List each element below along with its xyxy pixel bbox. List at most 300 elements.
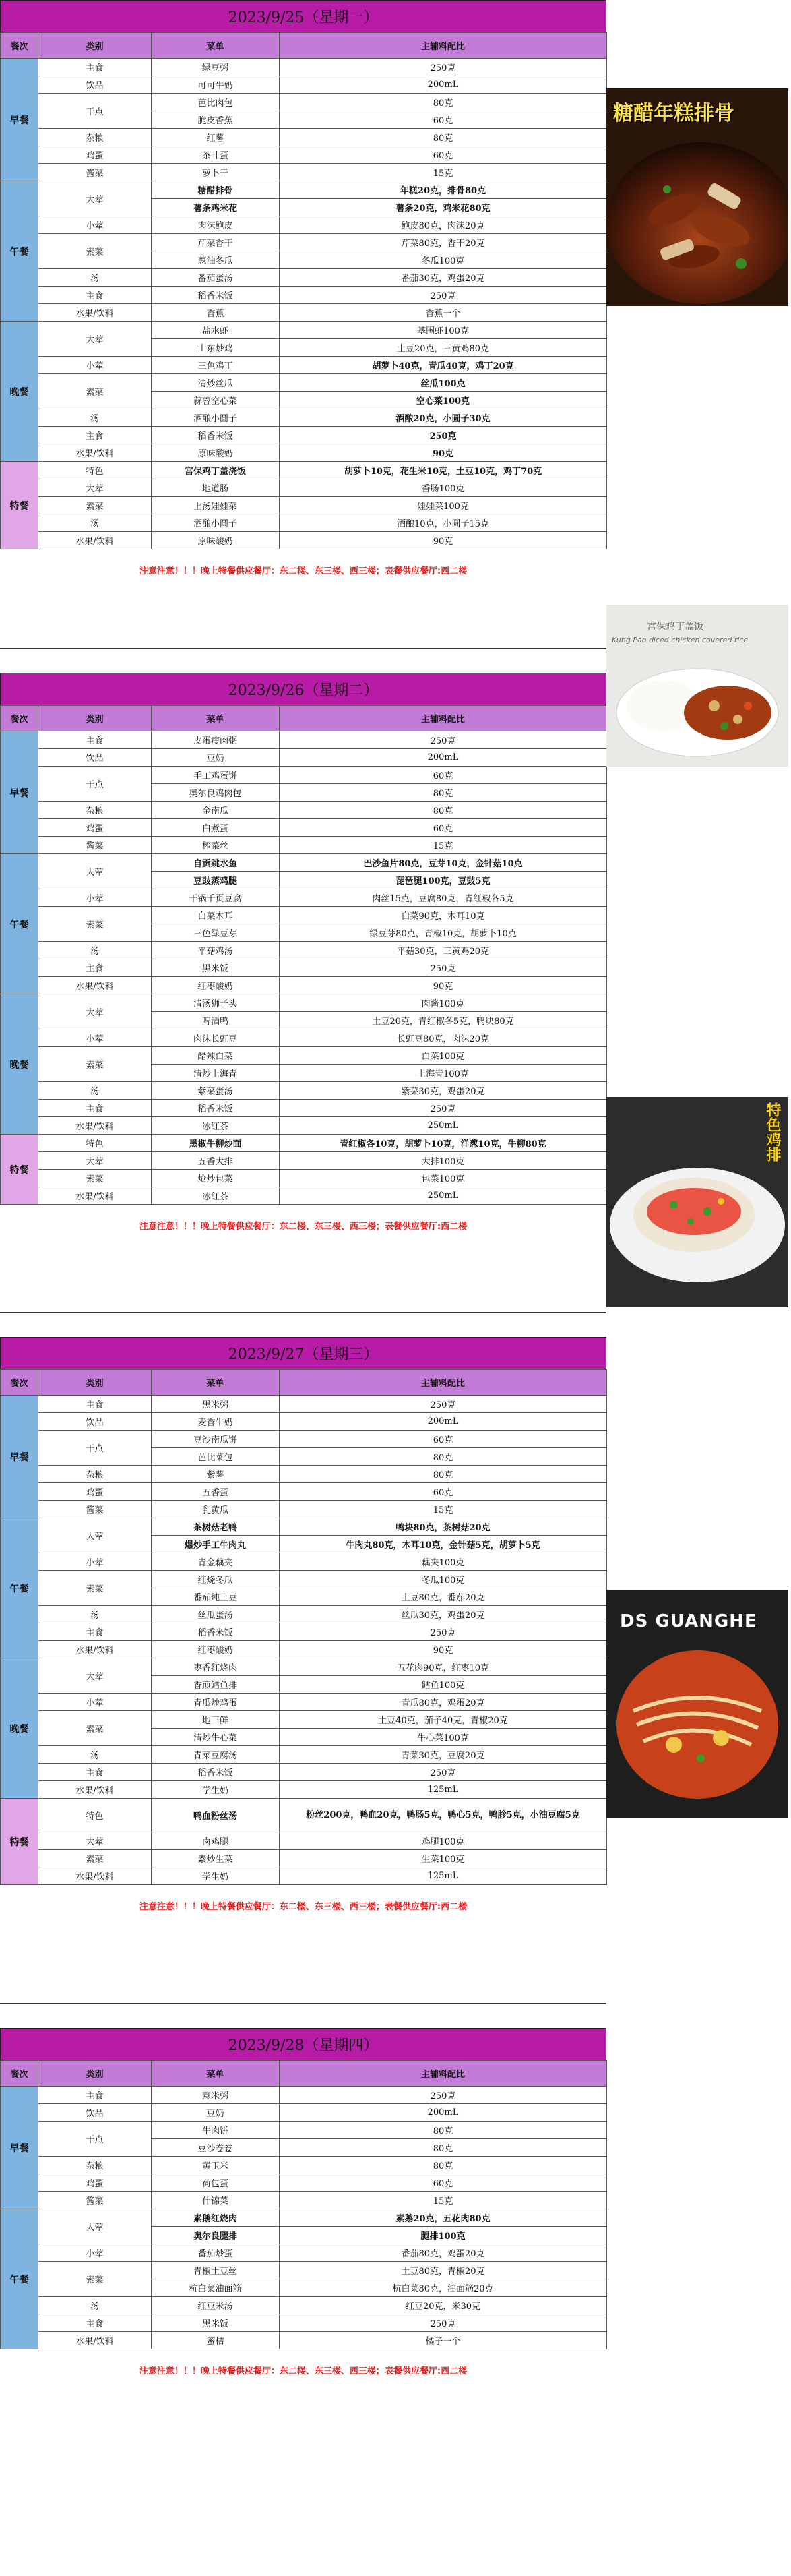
section-divider xyxy=(0,1312,606,1313)
food-image-label: 特色鸡排 xyxy=(764,1102,781,1162)
dish-cell: 红烧冬瓜 xyxy=(152,1571,280,1588)
ingredient-cell: 90克 xyxy=(280,532,607,549)
dish-cell: 白煮蛋 xyxy=(152,819,280,837)
dish-cell: 稻香米饭 xyxy=(152,1100,280,1117)
day-title: 2023/9/27（星期三） xyxy=(0,1337,606,1369)
category-cell: 汤 xyxy=(38,409,152,427)
table-row xyxy=(1,2174,607,2192)
ingredient-cell: 酒酿20克，小圆子30克 xyxy=(280,409,607,427)
category-cell: 主食 xyxy=(38,1100,152,1117)
table-row xyxy=(1,819,607,837)
table-row xyxy=(1,1623,607,1641)
ingredient-cell: 60克 xyxy=(280,1431,607,1448)
category-cell: 小荤 xyxy=(38,1029,152,1047)
ingredient-cell: 80克 xyxy=(280,784,607,802)
dish-cell: 杭白菜油面筋 xyxy=(152,2279,280,2297)
ingredient-cell: 60克 xyxy=(280,146,607,164)
table-header-row xyxy=(1,33,607,59)
ingredient-cell: 薯条20克，鸡米花80克 xyxy=(280,199,607,216)
dish-cell: 乳黄瓜 xyxy=(152,1501,280,1518)
ingredient-cell: 绿豆芽80克，青椒10克，胡萝卜10克 xyxy=(280,924,607,942)
dish-cell: 黑米饭 xyxy=(152,959,280,977)
dish-cell: 五香大排 xyxy=(152,1152,280,1170)
ingredient-cell: 冬瓜100克 xyxy=(280,1571,607,1588)
category-cell: 水果/饮料 xyxy=(38,977,152,994)
category-cell: 水果/饮料 xyxy=(38,444,152,462)
ingredient-cell: 250克 xyxy=(280,2087,607,2104)
table-row xyxy=(1,1518,607,1536)
dish-cell: 稻香米饭 xyxy=(152,287,280,304)
table-row xyxy=(1,2122,607,2139)
meal-label: 午餐 xyxy=(1,181,38,322)
ingredient-cell: 土豆20克，三黄鸡80克 xyxy=(280,339,607,357)
category-cell: 主食 xyxy=(38,287,152,304)
dish-cell: 紫菜蛋汤 xyxy=(152,1082,280,1100)
ingredient-cell: 青瓜80克，鸡蛋20克 xyxy=(280,1694,607,1711)
ingredient-cell: 番茄30克，鸡蛋20克 xyxy=(280,269,607,287)
dish-cell: 冰红茶 xyxy=(152,1117,280,1135)
table-row xyxy=(1,942,607,959)
category-cell: 水果/饮料 xyxy=(38,1187,152,1205)
table-row xyxy=(1,994,607,1012)
dish-cell: 薏米粥 xyxy=(152,2087,280,2104)
dish-cell: 三色绿豆芽 xyxy=(152,924,280,942)
dish-cell: 炝炒包菜 xyxy=(152,1170,280,1187)
ingredient-cell: 上海青100克 xyxy=(280,1065,607,1082)
ingredient-cell: 200mL xyxy=(280,2104,607,2122)
table-row xyxy=(1,1799,607,1832)
dish-cell: 番茄炒蛋 xyxy=(152,2244,280,2262)
dish-cell: 榨菜丝 xyxy=(152,837,280,854)
table-row xyxy=(1,444,607,462)
category-cell: 水果/饮料 xyxy=(38,304,152,322)
table-row xyxy=(1,479,607,497)
dish-cell: 山东炒鸡 xyxy=(152,339,280,357)
category-cell: 素菜 xyxy=(38,234,152,269)
dish-cell: 红枣酸奶 xyxy=(152,1641,280,1658)
ingredient-cell: 生菜100克 xyxy=(280,1850,607,1867)
category-cell: 汤 xyxy=(38,1746,152,1764)
category-cell: 主食 xyxy=(38,59,152,76)
table-row xyxy=(1,749,607,767)
ingredient-cell: 平菇30克，三黄鸡20克 xyxy=(280,942,607,959)
category-cell: 汤 xyxy=(38,269,152,287)
ingredient-cell: 牛心菜100克 xyxy=(280,1729,607,1746)
category-cell: 酱菜 xyxy=(38,2192,152,2209)
meal-label: 午餐 xyxy=(1,2209,38,2349)
dish-cell: 红豆米汤 xyxy=(152,2297,280,2314)
dish-cell: 芹菜香干 xyxy=(152,234,280,251)
category-cell: 水果/饮料 xyxy=(38,1641,152,1658)
ingredient-cell: 琵琶腿100克，豆豉5克 xyxy=(280,872,607,889)
table-row xyxy=(1,181,607,199)
dish-cell: 芭比菜包 xyxy=(152,1448,280,1466)
meal-label: 特餐 xyxy=(1,1135,38,1205)
ingredient-cell: 橘子一个 xyxy=(280,2332,607,2349)
ingredient-cell: 香肠100克 xyxy=(280,479,607,497)
category-cell: 酱菜 xyxy=(38,837,152,854)
category-cell: 杂粮 xyxy=(38,802,152,819)
category-cell: 小荤 xyxy=(38,357,152,374)
category-cell: 主食 xyxy=(38,1623,152,1641)
dish-cell: 素炒生菜 xyxy=(152,1850,280,1867)
category-cell: 大荤 xyxy=(38,1518,152,1553)
dish-cell: 脆皮香蕉 xyxy=(152,111,280,129)
category-cell: 干点 xyxy=(38,2122,152,2157)
dish-cell: 紫薯 xyxy=(152,1466,280,1483)
dish-cell: 爆炒手工牛肉丸 xyxy=(152,1536,280,1553)
table-row xyxy=(1,59,607,76)
ingredient-cell: 粉丝200克，鸭血20克，鸭肠5克，鸭心5克，鸭胗5克，小油豆腐5克 xyxy=(280,1799,607,1832)
food-image-subtitle: Kung Pao diced chicken covered rice xyxy=(612,636,749,645)
ingredient-cell: 香蕉一个 xyxy=(280,304,607,322)
ingredient-cell: 土豆80克，青椒20克 xyxy=(280,2262,607,2279)
category-cell: 酱菜 xyxy=(38,1501,152,1518)
ingredient-cell: 土豆20克，青红椒各5克，鸭块80克 xyxy=(280,1012,607,1029)
category-cell: 素菜 xyxy=(38,1850,152,1867)
dish-cell: 番茄炖土豆 xyxy=(152,1588,280,1606)
table-row xyxy=(1,1187,607,1205)
category-cell: 酱菜 xyxy=(38,164,152,181)
ingredient-cell: 番茄80克，鸡蛋20克 xyxy=(280,2244,607,2262)
ingredient-cell: 酒酿10克，小圆子15克 xyxy=(280,514,607,532)
dish-cell: 原味酸奶 xyxy=(152,532,280,549)
day-menu xyxy=(0,673,606,1245)
table-row xyxy=(1,1466,607,1483)
ingredient-cell: 80克 xyxy=(280,1466,607,1483)
dish-cell: 卤鸡腿 xyxy=(152,1832,280,1850)
category-cell: 鸡蛋 xyxy=(38,1483,152,1501)
ingredient-cell: 200mL xyxy=(280,749,607,767)
dish-cell: 五香蛋 xyxy=(152,1483,280,1501)
dish-cell: 黑米饭 xyxy=(152,2314,280,2332)
table-row xyxy=(1,1694,607,1711)
table-row xyxy=(1,837,607,854)
ingredient-cell: 腿排100克 xyxy=(280,2227,607,2244)
menu-table xyxy=(0,32,607,549)
header-ingredient: 主辅料配比 xyxy=(280,2061,607,2087)
dish-cell: 蒜蓉空心菜 xyxy=(152,392,280,409)
category-cell: 汤 xyxy=(38,942,152,959)
dish-cell: 黑椒牛柳炒面 xyxy=(152,1135,280,1152)
header-meal: 餐次 xyxy=(1,706,38,731)
category-cell: 干点 xyxy=(38,767,152,802)
header-category: 类别 xyxy=(38,2061,152,2087)
table-row xyxy=(1,532,607,549)
ingredient-cell: 五花肉90克，红枣10克 xyxy=(280,1658,607,1676)
dish-cell: 地道肠 xyxy=(152,479,280,497)
table-row xyxy=(1,409,607,427)
ingredient-cell: 紫菜30克，鸡蛋20克 xyxy=(280,1082,607,1100)
meal-label: 午餐 xyxy=(1,854,38,994)
ingredient-cell: 白菜90克，木耳10克 xyxy=(280,907,607,924)
menu-table xyxy=(0,1369,607,1885)
dish-cell: 肉沫鲍皮 xyxy=(152,216,280,234)
table-row xyxy=(1,959,607,977)
header-dish: 菜单 xyxy=(152,706,280,731)
category-cell: 素菜 xyxy=(38,1047,152,1082)
ingredient-cell: 胡萝卜10克，花生米10克，土豆10克，鸡丁70克 xyxy=(280,462,607,479)
ingredient-cell: 250mL xyxy=(280,1187,607,1205)
dish-cell: 地三鲜 xyxy=(152,1711,280,1729)
ingredient-cell: 土豆40克，茄子40克，青椒20克 xyxy=(280,1711,607,1729)
category-cell: 主食 xyxy=(38,427,152,444)
dish-cell: 奥尔良腿排 xyxy=(152,2227,280,2244)
day-menu xyxy=(0,0,606,590)
header-ingredient: 主辅料配比 xyxy=(280,33,607,59)
table-row xyxy=(1,1483,607,1501)
ingredient-cell: 白菜100克 xyxy=(280,1047,607,1065)
table-row xyxy=(1,129,607,146)
dish-cell: 自贡跳水鱼 xyxy=(152,854,280,872)
table-row xyxy=(1,1764,607,1781)
category-cell: 特色 xyxy=(38,1799,152,1832)
dish-cell: 三色鸡丁 xyxy=(152,357,280,374)
ingredient-cell: 鸡腿100克 xyxy=(280,1832,607,1850)
ingredient-cell: 牛肉丸80克，木耳10克，金针菇5克，胡萝卜5克 xyxy=(280,1536,607,1553)
table-row xyxy=(1,1867,607,1885)
dish-cell: 金南瓜 xyxy=(152,802,280,819)
ingredient-cell: 250克 xyxy=(280,1396,607,1413)
dish-cell: 葱油冬瓜 xyxy=(152,251,280,269)
table-row xyxy=(1,2209,607,2227)
table-row xyxy=(1,1135,607,1152)
category-cell: 鸡蛋 xyxy=(38,819,152,837)
dish-cell: 稻香米饭 xyxy=(152,1764,280,1781)
category-cell: 特色 xyxy=(38,462,152,479)
ingredient-cell: 60克 xyxy=(280,767,607,784)
dish-cell: 清炒牛心菜 xyxy=(152,1729,280,1746)
meal-label: 晚餐 xyxy=(1,1658,38,1799)
ingredient-cell: 250克 xyxy=(280,731,607,749)
dish-cell: 干锅千页豆腐 xyxy=(152,889,280,907)
table-row xyxy=(1,1047,607,1065)
category-cell: 小荤 xyxy=(38,889,152,907)
category-cell: 杂粮 xyxy=(38,2157,152,2174)
category-cell: 饮品 xyxy=(38,2104,152,2122)
ingredient-cell: 250克 xyxy=(280,287,607,304)
ingredient-cell: 80克 xyxy=(280,2157,607,2174)
dish-cell: 奥尔良鸡肉包 xyxy=(152,784,280,802)
category-cell: 小荤 xyxy=(38,1553,152,1571)
dish-cell: 芭比肉包 xyxy=(152,94,280,111)
ingredient-cell: 60克 xyxy=(280,111,607,129)
table-row xyxy=(1,802,607,819)
ingredient-cell: 15克 xyxy=(280,2192,607,2209)
food-image-sweet-sour-ribs xyxy=(606,88,788,306)
day-title: 2023/9/25（星期一） xyxy=(0,0,606,32)
table-header-row xyxy=(1,706,607,731)
menu-table xyxy=(0,2060,607,2349)
ingredient-cell: 基围虾100克 xyxy=(280,322,607,339)
dish-cell: 清炒丝瓜 xyxy=(152,374,280,392)
table-row xyxy=(1,907,607,924)
table-row xyxy=(1,1029,607,1047)
meal-label: 早餐 xyxy=(1,2087,38,2209)
category-cell: 主食 xyxy=(38,1764,152,1781)
header-meal: 餐次 xyxy=(1,1370,38,1396)
table-row xyxy=(1,2157,607,2174)
category-cell: 大荤 xyxy=(38,479,152,497)
ingredient-cell: 250克 xyxy=(280,959,607,977)
day-title: 2023/9/28（星期四） xyxy=(0,2028,606,2060)
category-cell: 大荤 xyxy=(38,322,152,357)
category-cell: 干点 xyxy=(38,1431,152,1466)
ingredient-cell: 250克 xyxy=(280,2314,607,2332)
dish-cell: 萝卜干 xyxy=(152,164,280,181)
ingredient-cell: 鳕鱼100克 xyxy=(280,1676,607,1694)
category-cell: 大荤 xyxy=(38,181,152,216)
food-image-chicken-platter xyxy=(606,1097,788,1307)
dish-cell: 上汤娃娃菜 xyxy=(152,497,280,514)
notice-text: 注意注意！！！晚上特餐供应餐厅：东二楼、东三楼、西三楼；表餐供应餐厅:西二楼 xyxy=(139,1901,468,1912)
ingredient-cell: 大排100克 xyxy=(280,1152,607,1170)
category-cell: 饮品 xyxy=(38,1413,152,1431)
dish-cell: 盐水虾 xyxy=(152,322,280,339)
ingredient-cell: 丝瓜30克，鸡蛋20克 xyxy=(280,1606,607,1623)
dish-cell: 什锦菜 xyxy=(152,2192,280,2209)
dish-cell: 手工鸡蛋饼 xyxy=(152,767,280,784)
table-row xyxy=(1,1501,607,1518)
category-cell: 水果/饮料 xyxy=(38,2332,152,2349)
category-cell: 杂粮 xyxy=(38,1466,152,1483)
ingredient-cell: 250克 xyxy=(280,1764,607,1781)
table-row xyxy=(1,269,607,287)
dish-cell: 肉沫长豇豆 xyxy=(152,1029,280,1047)
category-cell: 素菜 xyxy=(38,1571,152,1606)
meal-label: 特餐 xyxy=(1,1799,38,1885)
dish-cell: 青金藕夹 xyxy=(152,1553,280,1571)
ingredient-cell: 红豆20克，米30克 xyxy=(280,2297,607,2314)
ingredient-cell: 125mL xyxy=(280,1781,607,1799)
table-row xyxy=(1,1117,607,1135)
table-row xyxy=(1,322,607,339)
dish-cell: 青菜豆腐汤 xyxy=(152,1746,280,1764)
dish-cell: 啤酒鸭 xyxy=(152,1012,280,1029)
ingredient-cell: 肉丝15克，豆腐80克，青红椒各5克 xyxy=(280,889,607,907)
header-ingredient: 主辅料配比 xyxy=(280,706,607,731)
food-image-noodle-bowl xyxy=(606,1590,788,1818)
table-row xyxy=(1,2262,607,2279)
dish-cell: 丝瓜蛋汤 xyxy=(152,1606,280,1623)
dish-cell: 茶树菇老鸭 xyxy=(152,1518,280,1536)
table-row xyxy=(1,357,607,374)
meal-label: 早餐 xyxy=(1,731,38,854)
dish-cell: 荷包蛋 xyxy=(152,2174,280,2192)
table-row xyxy=(1,2314,607,2332)
category-cell: 素菜 xyxy=(38,374,152,409)
ingredient-cell: 巴沙鱼片80克，豆芽10克，金针菇10克 xyxy=(280,854,607,872)
table-row xyxy=(1,1396,607,1413)
dish-cell: 酒酿小圆子 xyxy=(152,409,280,427)
food-image-brand: DS GUANGHE xyxy=(620,1611,757,1631)
ingredient-cell: 80克 xyxy=(280,2122,607,2139)
ingredient-cell: 15克 xyxy=(280,1501,607,1518)
category-cell: 汤 xyxy=(38,1082,152,1100)
category-cell: 主食 xyxy=(38,2314,152,2332)
category-cell: 汤 xyxy=(38,2297,152,2314)
category-cell: 素菜 xyxy=(38,2262,152,2297)
category-cell: 素菜 xyxy=(38,1711,152,1746)
dish-cell: 稻香米饭 xyxy=(152,1623,280,1641)
ingredient-cell: 青菜30克，豆腐20克 xyxy=(280,1746,607,1764)
header-meal: 餐次 xyxy=(1,33,38,59)
dish-cell: 黄玉米 xyxy=(152,2157,280,2174)
category-cell: 大荤 xyxy=(38,1152,152,1170)
ingredient-cell: 鲍皮80克，肉沫20克 xyxy=(280,216,607,234)
ingredient-cell: 土豆80克，番茄20克 xyxy=(280,1588,607,1606)
category-cell: 特色 xyxy=(38,1135,152,1152)
ingredient-cell: 胡萝卜40克，青瓜40克，鸡丁20克 xyxy=(280,357,607,374)
food-image-kungpao-rice xyxy=(606,605,788,767)
table-row xyxy=(1,977,607,994)
ingredient-cell: 200mL xyxy=(280,1413,607,1431)
dish-cell: 枣香红烧肉 xyxy=(152,1658,280,1676)
ingredient-cell: 80克 xyxy=(280,129,607,146)
category-cell: 大荤 xyxy=(38,1832,152,1850)
table-row xyxy=(1,1553,607,1571)
dish-cell: 平菇鸡汤 xyxy=(152,942,280,959)
section-divider xyxy=(0,648,606,649)
category-cell: 干点 xyxy=(38,94,152,129)
table-row xyxy=(1,1658,607,1676)
table-row xyxy=(1,889,607,907)
ingredient-cell: 丝瓜100克 xyxy=(280,374,607,392)
ingredient-cell: 250克 xyxy=(280,427,607,444)
dish-cell: 绿豆粥 xyxy=(152,59,280,76)
dish-cell: 红枣酸奶 xyxy=(152,977,280,994)
table-row xyxy=(1,1152,607,1170)
dish-cell: 豆奶 xyxy=(152,749,280,767)
notice-text: 注意注意！！！晚上特餐供应餐厅：东二楼、东三楼、西三楼；表餐供应餐厅:西二楼 xyxy=(139,566,468,576)
dish-cell: 蜜桔 xyxy=(152,2332,280,2349)
dish-cell: 豆奶 xyxy=(152,2104,280,2122)
dish-cell: 黑米粥 xyxy=(152,1396,280,1413)
category-cell: 小荤 xyxy=(38,1694,152,1711)
dish-cell: 茶叶蛋 xyxy=(152,146,280,164)
category-cell: 鸡蛋 xyxy=(38,2174,152,2192)
ingredient-cell: 素鹅20克，五花肉80克 xyxy=(280,2209,607,2227)
dish-cell: 豆沙南瓜饼 xyxy=(152,1431,280,1448)
table-row xyxy=(1,514,607,532)
ingredient-cell: 90克 xyxy=(280,444,607,462)
ingredient-cell: 肉酱100克 xyxy=(280,994,607,1012)
ingredient-cell: 包菜100克 xyxy=(280,1170,607,1187)
notice-text: 注意注意！！！晚上特餐供应餐厅：东二楼、东三楼、西三楼；表餐供应餐厅:西二楼 xyxy=(139,2366,468,2376)
table-row xyxy=(1,1832,607,1850)
ingredient-cell: 80克 xyxy=(280,802,607,819)
dish-cell: 豆沙卷卷 xyxy=(152,2139,280,2157)
meal-label: 晚餐 xyxy=(1,994,38,1135)
day-menu xyxy=(0,2028,606,2390)
table-row xyxy=(1,2332,607,2349)
category-cell: 大荤 xyxy=(38,1658,152,1694)
table-row xyxy=(1,2244,607,2262)
table-row xyxy=(1,1746,607,1764)
header-dish: 菜单 xyxy=(152,1370,280,1396)
table-row xyxy=(1,462,607,479)
dish-cell: 皮蛋瘦肉粥 xyxy=(152,731,280,749)
table-row xyxy=(1,374,607,392)
table-row xyxy=(1,497,607,514)
dish-cell: 香煎鳕鱼排 xyxy=(152,1676,280,1694)
ingredient-cell: 80克 xyxy=(280,2139,607,2157)
ingredient-cell: 芹菜80克，香干20克 xyxy=(280,234,607,251)
dish-cell: 青瓜炒鸡蛋 xyxy=(152,1694,280,1711)
ingredient-cell: 冬瓜100克 xyxy=(280,251,607,269)
ingredient-cell: 年糕20克，排骨80克 xyxy=(280,181,607,199)
dish-cell: 可可牛奶 xyxy=(152,76,280,94)
